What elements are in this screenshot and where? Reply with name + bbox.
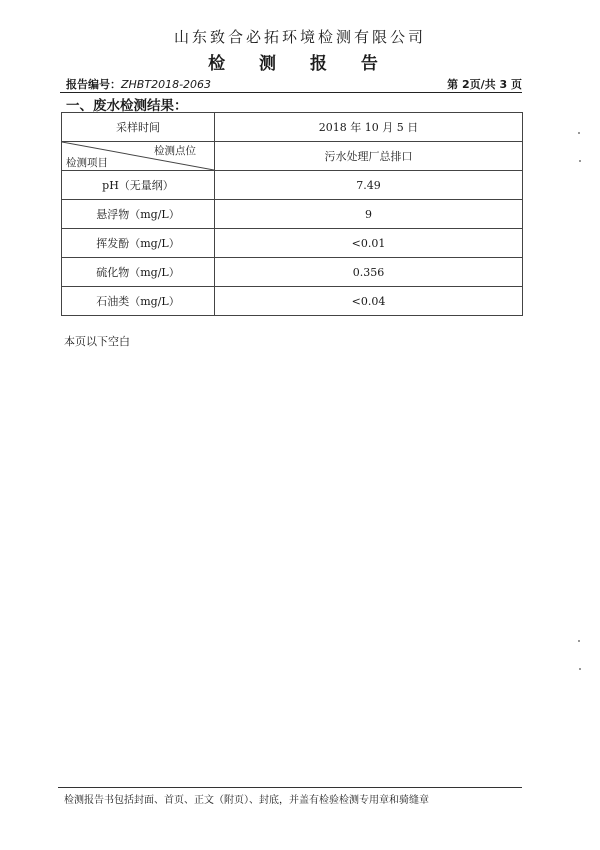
item-name: pH（无量纲） [62,171,215,200]
item-value: <0.04 [215,287,523,316]
item-name: 石油类（mg/L） [62,287,215,316]
blank-page-note: 本页以下空白 [64,335,130,348]
table-row [62,229,523,258]
scan-speck [578,640,580,642]
point-header-label: 检测点位 [154,145,196,157]
results-table [61,112,523,316]
diagonal-header-cell [62,142,215,171]
item-header-label: 检测项目 [66,157,108,169]
item-name: 挥发酚（mg/L） [62,229,215,258]
table-row [62,200,523,229]
report-title: 检 测 报 告 [208,54,392,74]
item-value: 9 [215,200,523,229]
scan-speck [579,668,581,670]
sampling-time-row [62,113,523,142]
company-name: 山东致合必拓环境检测有限公司 [173,28,426,46]
footer-text: 检测报告书包括封面、首页、正文（附页）、封底，并盖有检验检测专用章和骑缝章 [64,795,429,806]
item-name: 悬浮物（mg/L） [62,200,215,229]
sampling-time-label: 采样时间 [62,113,215,142]
report-number-value: ZHBT2018-2063 [121,78,212,91]
item-value: <0.01 [215,229,523,258]
report-number [66,76,211,92]
sampling-time-value: 2018 年 10 月 5 日 [215,113,523,142]
scan-speck [578,132,580,134]
report-number-label: 报告编号： [66,78,121,91]
header-row [62,142,523,171]
page-indicator: 第 2页/共 3 页 [447,78,522,91]
table-row [62,287,523,316]
header-divider [60,92,522,93]
table-row [62,171,523,200]
footer-divider [58,787,522,788]
table-row [62,258,523,287]
sampling-point: 污水处理厂总排口 [215,142,523,171]
item-value: 7.49 [215,171,523,200]
report-meta [66,76,522,92]
item-name: 硫化物（mg/L） [62,258,215,287]
section-title: 一、废水检测结果： [66,98,188,114]
item-value: 0.356 [215,258,523,287]
scan-speck [579,160,581,162]
